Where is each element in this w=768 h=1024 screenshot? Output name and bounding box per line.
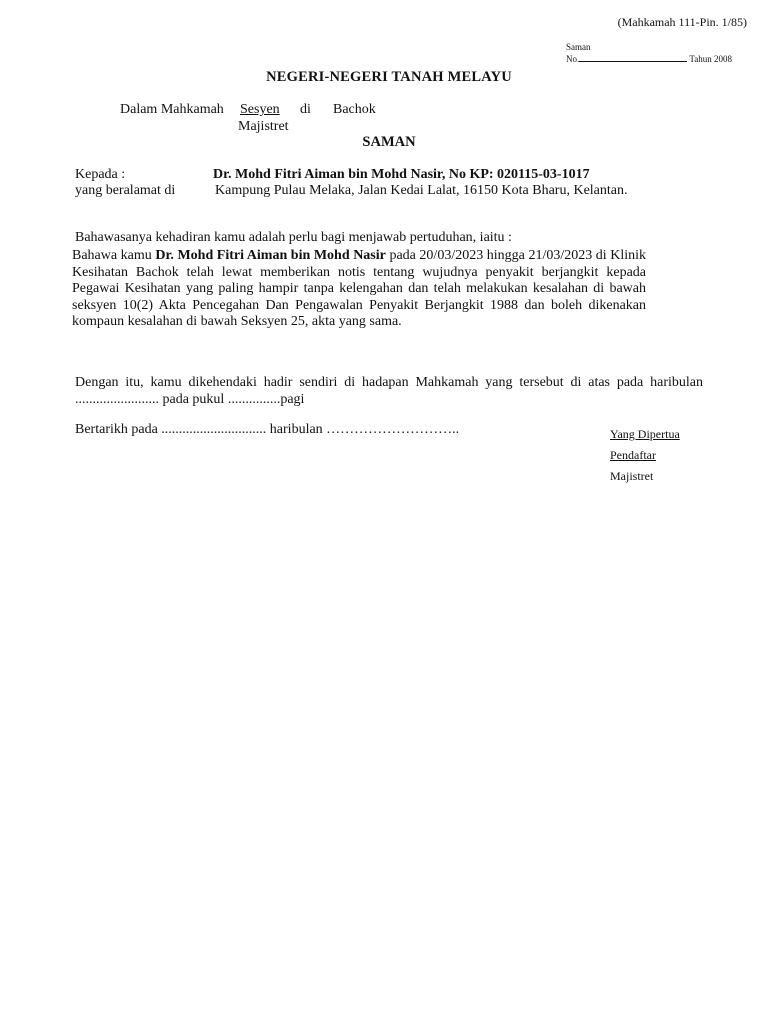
dated-day-blank: ..............................	[161, 422, 267, 437]
saman-label: Saman	[566, 42, 591, 52]
dated-month-blank: ………………………..	[326, 422, 460, 437]
court-prefix: Dalam Mahkamah	[120, 102, 224, 117]
intro-text: Bahawasanya kehadiran kamu adalah perlu bagi menjawab pertuduhan, iaitu :	[75, 230, 512, 245]
charge-lead: Bahawa kamu	[72, 248, 152, 263]
recipient-address-label: yang beralamat di	[75, 183, 176, 198]
saman-number-line	[566, 53, 732, 65]
recipient-to-label: Kepada :	[75, 167, 126, 182]
saman-year-label: Tahun 2008	[689, 54, 732, 64]
court-di: di	[300, 102, 311, 117]
appearance-date-blank: ........................	[75, 392, 159, 407]
court-type: Sesyen	[240, 102, 280, 117]
signatory-majistret: Majistret	[610, 469, 654, 483]
signatory-pendaftar: Pendaftar	[610, 448, 656, 462]
appearance-pagi: pagi	[280, 392, 305, 407]
appearance-paragraph	[75, 374, 703, 408]
document-heading: NEGERI-NEGERI TANAH MELAYU	[266, 69, 512, 85]
appearance-haribulan: haribulan	[650, 375, 703, 390]
dated-line	[75, 422, 459, 438]
recipient-address: Kampung Pulau Melaka, Jalan Kedai Lalat, 16150 Kota Bharu, Kelantan.	[215, 183, 628, 198]
signatory-yang-dipertua: Yang Dipertua	[610, 427, 680, 441]
dated-haribulan: haribulan	[269, 422, 323, 437]
court-type-alt: Majistret	[238, 119, 289, 134]
dated-label: Bertarikh pada	[75, 422, 158, 437]
appearance-pada-pukul: pada pukul	[162, 392, 225, 407]
appearance-text: Dengan itu, kamu dikehendaki hadir sendiri di hadapan Mahkamah yang tersebut di atas pada	[75, 375, 644, 390]
saman-number-box	[566, 41, 732, 65]
court-place: Bachok	[333, 102, 376, 117]
appearance-time-blank: ...............	[227, 392, 281, 407]
saman-no-label: No.	[566, 54, 580, 64]
saman-no-blank	[579, 53, 687, 62]
charge-accused-name: Dr. Mohd Fitri Aiman bin Mohd Nasir	[155, 248, 386, 263]
charge-paragraph	[72, 248, 646, 331]
doc-title: SAMAN	[362, 134, 416, 150]
charge-body: pada 20/03/2023 hingga 21/03/2023 di Klinik Kesihatan Bachok telah lewat memberikan notis tentang wujudnya penyakit berjangkit kepada Pegawai Kesihatan yang paling hampir tanpa kelengahan dan telah melakukan kesalahan di bawah seksyen 10(2) Akta Pencegahan Dan Pengawalan Penyakit Berjangkit 1988 dan boleh dikenakan kompaun kesalahan di bawah Seksyen 25, akta yang sama.	[72, 248, 647, 329]
form-reference: (Mahkamah 111-Pin. 1/85)	[617, 15, 747, 29]
recipient-name: Dr. Mohd Fitri Aiman bin Mohd Nasir, No KP: 020115-03-1017	[213, 167, 590, 182]
